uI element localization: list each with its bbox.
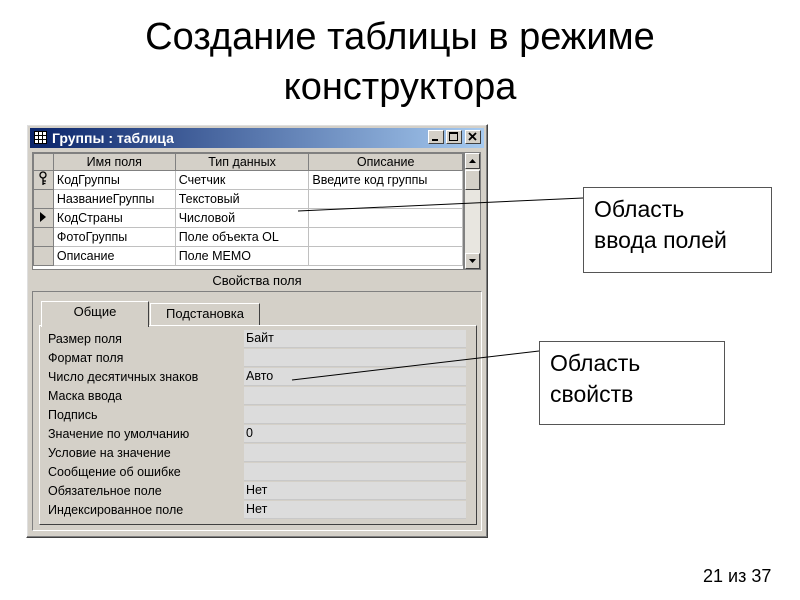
property-value-field[interactable]: Нет bbox=[244, 482, 466, 500]
property-name: Индексированное поле bbox=[48, 503, 184, 517]
maximize-button[interactable] bbox=[446, 130, 462, 144]
table-row bbox=[34, 190, 463, 209]
row-selector[interactable] bbox=[34, 247, 54, 266]
property-row bbox=[48, 482, 468, 501]
properties-area-callout bbox=[539, 341, 725, 425]
window-titlebar[interactable] bbox=[30, 128, 484, 148]
property-value-field[interactable]: 0 bbox=[244, 425, 466, 443]
property-row bbox=[48, 368, 468, 387]
property-value-field[interactable]: Нет bbox=[244, 501, 466, 519]
data-type-cell[interactable]: Поле объекта OL bbox=[175, 228, 309, 247]
property-row bbox=[48, 387, 468, 406]
row-selector[interactable] bbox=[34, 209, 54, 228]
row-selector[interactable] bbox=[34, 171, 54, 190]
description-cell[interactable]: Введите код группы bbox=[309, 171, 463, 190]
data-type-cell[interactable]: Счетчик bbox=[175, 171, 309, 190]
field-grid bbox=[32, 152, 464, 270]
row-selector[interactable] bbox=[34, 228, 54, 247]
minimize-icon bbox=[429, 131, 443, 143]
property-value-field[interactable] bbox=[244, 387, 466, 405]
field-name-cell[interactable]: КодСтраны bbox=[53, 209, 175, 228]
slide-title-line-2: конструктора bbox=[283, 66, 517, 108]
key-icon bbox=[37, 171, 49, 186]
property-name: Условие на значение bbox=[48, 446, 171, 460]
grid-header-row bbox=[34, 154, 463, 171]
field-name-cell[interactable]: ФотоГруппы bbox=[53, 228, 175, 247]
callout-line: ввода полей bbox=[594, 227, 727, 253]
slide-title-line-1: Создание таблицы в режиме bbox=[145, 16, 655, 58]
tab-lookup[interactable]: Подстановка bbox=[150, 303, 260, 325]
data-type-cell[interactable]: Поле MEMO bbox=[175, 247, 309, 266]
property-value-field[interactable] bbox=[244, 444, 466, 462]
property-name: Формат поля bbox=[48, 351, 124, 365]
column-header-data-type[interactable]: Тип данных bbox=[175, 154, 309, 171]
callout-line: свойств bbox=[550, 381, 634, 407]
property-name: Значение по умолчанию bbox=[48, 427, 190, 441]
scroll-thumb[interactable] bbox=[465, 170, 480, 190]
field-name-cell[interactable]: Описание bbox=[53, 247, 175, 266]
close-icon bbox=[466, 131, 480, 143]
general-tab-body bbox=[39, 325, 477, 525]
window-title: Группы : таблица bbox=[52, 130, 174, 146]
callout-line: Область bbox=[550, 350, 641, 376]
data-type-cell[interactable]: Числовой bbox=[175, 209, 309, 228]
maximize-icon bbox=[447, 131, 461, 143]
property-name: Обязательное поле bbox=[48, 484, 162, 498]
field-name-cell[interactable]: КодГруппы bbox=[53, 171, 175, 190]
arrow-down-icon bbox=[466, 254, 479, 268]
property-name: Число десятичных знаков bbox=[48, 370, 199, 384]
tab-general[interactable]: Общие bbox=[41, 301, 149, 327]
description-cell[interactable] bbox=[309, 190, 463, 209]
fields-area-callout bbox=[583, 187, 772, 273]
property-row bbox=[48, 425, 468, 444]
table-icon bbox=[34, 131, 47, 144]
property-value-field[interactable] bbox=[244, 349, 466, 367]
property-name: Маска ввода bbox=[48, 389, 122, 403]
property-row bbox=[48, 406, 468, 425]
grid-vertical-scrollbar[interactable] bbox=[464, 152, 481, 270]
field-table bbox=[33, 153, 463, 266]
property-row bbox=[48, 463, 468, 482]
table-design-window bbox=[26, 124, 488, 538]
close-button[interactable] bbox=[465, 130, 481, 144]
slide-title bbox=[0, 12, 800, 112]
row-pointer-icon bbox=[38, 211, 48, 223]
minimize-button[interactable] bbox=[428, 130, 444, 144]
property-value-field[interactable]: Авто bbox=[244, 368, 466, 386]
property-name: Подпись bbox=[48, 408, 98, 422]
scroll-down-button[interactable] bbox=[465, 253, 480, 269]
property-row bbox=[48, 330, 468, 349]
scroll-up-button[interactable] bbox=[465, 153, 480, 169]
arrow-up-icon bbox=[466, 154, 479, 168]
column-header-description[interactable]: Описание bbox=[309, 154, 463, 171]
property-row bbox=[48, 349, 468, 368]
table-row bbox=[34, 209, 463, 228]
grid-corner[interactable] bbox=[34, 154, 54, 171]
property-row bbox=[48, 501, 468, 520]
data-type-cell[interactable]: Текстовый bbox=[175, 190, 309, 209]
column-header-field-name[interactable]: Имя поля bbox=[53, 154, 175, 171]
page-number: 21 из 37 bbox=[703, 566, 772, 586]
property-name: Сообщение об ошибке bbox=[48, 465, 181, 479]
row-selector[interactable] bbox=[34, 190, 54, 209]
field-properties-label: Свойства поля bbox=[212, 273, 302, 288]
description-cell[interactable] bbox=[309, 209, 463, 228]
field-name-cell[interactable]: НазваниеГруппы bbox=[53, 190, 175, 209]
description-cell[interactable] bbox=[309, 228, 463, 247]
property-row bbox=[48, 444, 468, 463]
property-value-field[interactable] bbox=[244, 463, 466, 481]
description-cell[interactable] bbox=[309, 247, 463, 266]
table-row bbox=[34, 171, 463, 190]
callout-line: Область bbox=[594, 196, 685, 222]
table-row bbox=[34, 228, 463, 247]
table-row bbox=[34, 247, 463, 266]
property-name: Размер поля bbox=[48, 332, 122, 346]
property-value-field[interactable] bbox=[244, 406, 466, 424]
property-value-field[interactable]: Байт bbox=[244, 330, 466, 348]
